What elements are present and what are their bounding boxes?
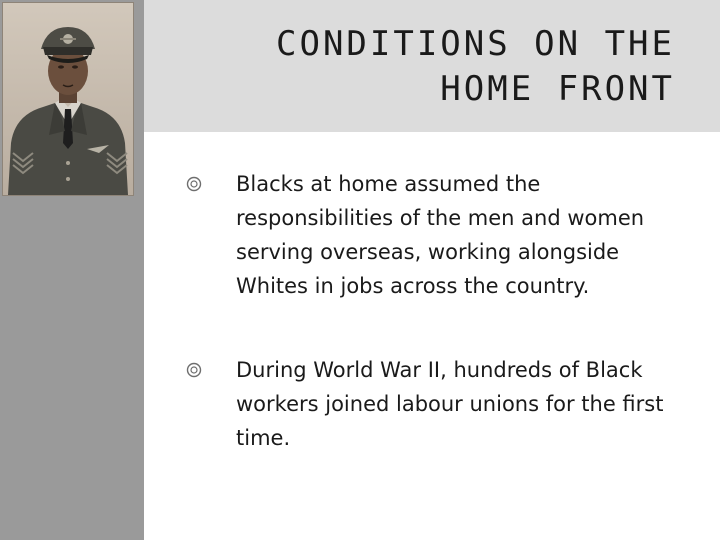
soldier-portrait-image — [3, 3, 133, 195]
circle-bullet-icon — [186, 362, 202, 378]
title-band — [144, 0, 720, 132]
slide-title-line-2: HOME FRONT — [440, 69, 675, 109]
bullet-item-1 — [186, 167, 686, 303]
bullet-text: Blacks at home assumed the responsibilities of the men and women serving overseas, working alongside Whites in jobs across the country. — [236, 172, 645, 298]
slide-title — [155, 22, 675, 112]
bullet-item-2 — [186, 353, 686, 455]
bullet-text: During World War II, hundreds of Black workers joined labour unions for the first time. — [236, 358, 664, 450]
slide-title-line-1: CONDITIONS ON THE — [276, 24, 675, 64]
circle-bullet-icon — [186, 176, 202, 192]
soldier-portrait-photo — [2, 2, 134, 196]
bullet-list — [186, 167, 686, 455]
